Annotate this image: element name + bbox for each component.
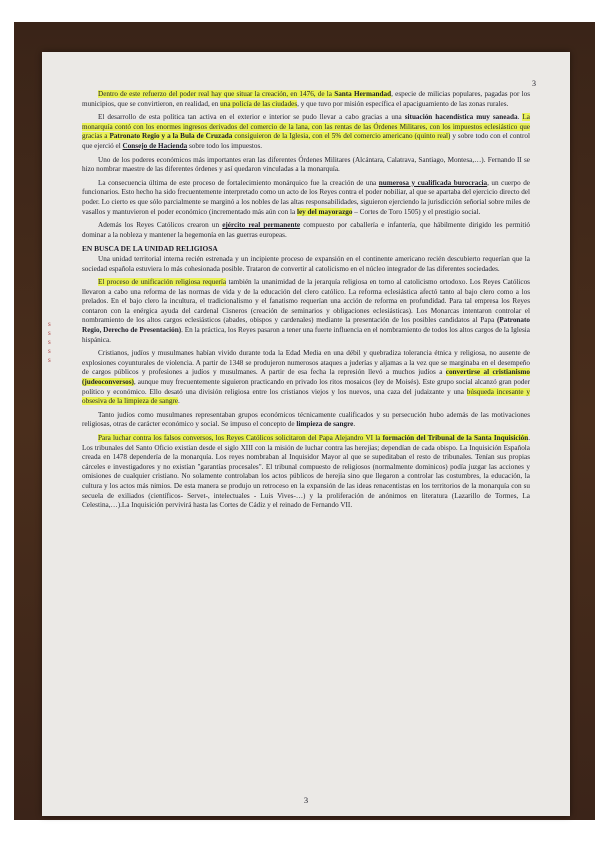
paragraph [82, 156, 530, 175]
paragraph-text: , especie de milicias populares, pagadas por los municipios, que se convirtieron, en realidad, en [82, 90, 530, 108]
highlighted-text: Santa Hermandad [334, 90, 392, 98]
paragraph-text: también la unanimidad de la jerarquía religiosa en torno al catolicismo ortodoxo. Los Reyes Católicos llevaron a cabo una reforma de las normas de vida y de la educación del clero católico. La reforma eclesiástica afectó tanto al bajo clero como a los prelados. En el bajo clero la incultura, el tradicionalismo y el fanatismo requerían una acción de reforma en profundidad. Para tal empresa los Reyes contaron con la enérgica ayuda del cardenal Cisneros (creación de seminarios y obligaciones eclesiásticas). Los Monarcas intentaron controlar el nombramiento de los altos cargos eclesiásticos (abades, obispos y cardenales) mediante la presentación de los posibles candidatos al Papa [82, 278, 530, 325]
paragraph-text: ejército real permanente [222, 221, 301, 230]
page-number-bottom: 3 [303, 795, 309, 805]
paragraph [82, 221, 530, 240]
paragraph-text: compuesto por caballería e infantería, que hábilmente dirigido les permitió dominar a la nobleza y mantener la hegemonía en las guerras europeas. [82, 221, 530, 239]
paragraph-text: limpieza de sangre [296, 420, 354, 429]
highlighted-text: ley del mayorazgo [296, 207, 353, 216]
paragraph-text: sobre todo los impuestos. [187, 141, 263, 150]
highlighted-text: búsqueda incesante y obsesiva de la limpieza de sangre [82, 387, 530, 406]
paragraph-text: . [178, 397, 180, 406]
highlighted-text: Dentro de este refuerzo del poder real hay que situar la creación, en 1476, de la [98, 90, 335, 98]
section-heading: EN BUSCA DE LA UNIDAD RELIGIOSA [82, 244, 218, 254]
highlighted-text: Para luchar contra los falsos conversos, los Reyes Católicos solicitaron del Papa Alejandro VI la [98, 434, 383, 442]
paragraph-text: Tanto judíos como musulmanes representaban grupos económicos técnicamente cualificados y su persecución hubo además de las motivaciones religiosas, otras de carácter económico y social. Se impuso el concepto de [82, 410, 530, 429]
paragraph [82, 113, 530, 151]
document-page [42, 52, 570, 816]
paragraph-text: Consejo de Hacienda [122, 141, 188, 150]
highlighted-text: La monarquía contó con los enormes ingresos derivados del comercio de la lana, con las rentas de las Órdenes Militares, con los impuestos eclesiástico que gracias a [82, 113, 531, 141]
highlighted-text: Patronato Regio y a la Bula de Cruzada [109, 132, 233, 141]
page-number-top: 3 [532, 79, 536, 88]
paragraph-text: . Los tribunales del Santo Oficio existían desde el siglo XIII con la misión de luchar contra las herejías; dependían de cada obispo. La Inquisición Española creada en 1478 dependería de la monarquía. Los reyes nombraban al Inquisidor Mayor al que se supeditaban el resto de tribunales. Tenían sus propias cárceles e investigadores y no existían "garantías procesales". El tribunal compuesto de religiosos (normalmente dominicos) podía juzgar las acciones y omisiones de cualquier cristiano. No solamente controlaban los actos públicos de herejía sino que llegaron a controlar las costumbres, la educación, la cultura y los actos más nimios. De esta manera se produjo un retroceso en la expansión de las ideas renacentistas en los territorios de la monarquía con su secuela de exiliados (científicos- Servet-, intelectuales - Luis Vives-…) y la proliferación de anónimos en literatura (Lazarillo de Tormes, La Celestina,…).La Inquisición pervivirá hasta las Cortes de Cádiz y el reinado de Fernando VII. [82, 434, 530, 510]
paragraph-text: , un cuerpo de funcionarios. Esto hecho ha sido frecuentemente interpretado como un acto de los Reyes contra el poder nobiliar, al que se apartaba del ejercicio directo del poder. Lo cierto es que sólo parcialmente se marginó a los nobles de las altas responsabilidades, siguieron ejerciendo la jurisdicción señorial sobre miles de vasallos y mantuvieron el poder económico (incrementado más aún con la [82, 178, 531, 216]
paragraph [82, 179, 530, 217]
paragraph-text: Uno de los poderes económicos más importantes eran las diferentes Órdenes Militares (Alcántara, Calatrava, Santiago, Montesa,…). Fernando II se hizo nombrar maestre de las diferentes órdenes y así quedaron vinculadas a la monarquía. [82, 155, 530, 174]
paragraph-text: (Patronato Regio, Derecho de Presentación) [82, 316, 530, 335]
paragraph-text: . En la práctica, los Reyes pasaron a tener una fuerte influencia en el nombramiento de todos los altos cargos de la Iglesia hispánica. [82, 326, 530, 344]
paragraph-text: Cristianos, judíos y musulmanes habían vivido durante toda la Edad Media en una débil y quebradiza tolerancia étnica y religiosa, no ausente de explosiones coyunturales de violencia. A partir de 1348 se produjeron numerosos ataques a juderías y aljamas a la vez que se marginaba en el desempeño de cargos públicos y profesiones a judíos y musulmanes. A partir de esa fecha la represión llevó a muchos judíos a [82, 349, 530, 377]
highlighted-text: El proceso de unificación religiosa requería [98, 278, 227, 287]
paragraph [82, 278, 530, 345]
paragraph [82, 434, 530, 511]
highlighted-text: convertirse al cristianismo (judeoconversos) [82, 368, 530, 387]
margin-mark: s [48, 320, 51, 328]
margin-mark: s [48, 338, 51, 346]
paragraph-text: . [353, 420, 356, 429]
paragraph [82, 255, 530, 274]
highlighted-text: formación del Tribunal de la Santa Inquisición [382, 434, 529, 442]
paragraphs-block-2 [82, 255, 530, 511]
paragraphs-block-1 [82, 90, 530, 240]
margin-marks [48, 320, 56, 365]
paragraph [82, 411, 530, 430]
paragraph [82, 90, 530, 109]
paragraph-text: La consecuencia última de este proceso de fortalecimiento monárquico fue la creación de una [98, 178, 379, 187]
paragraph-text: situación hacendística muy saneada [404, 113, 518, 122]
paragraph-text: , y que tuvo por misión específica el apaciguamiento de las zonas rurales. [297, 99, 509, 108]
highlighted-text: consiguieron de la Iglesia, con el 5% del comercio americano (quinto real) [232, 132, 451, 141]
margin-mark: s [48, 356, 51, 364]
paragraph-text: El desarrollo de esta política tan activa en el exterior e interior se pudo llevar a cabo gracias a una [98, 113, 405, 122]
paragraph-text: y sobre todo con el control que ejerció el [82, 132, 531, 150]
margin-mark: s [48, 347, 51, 355]
margin-mark: s [48, 329, 51, 337]
paragraph-text: Una unidad territorial interna recién estrenada y un incipiente proceso de expansión en el continente americano recién descubierto requerían que la sociedad española estuviera lo más cohesionada posible. Trataron de convertir al catolicismo en el núcleo integrador de las diferentes sociedades. [82, 254, 530, 273]
paragraph [82, 349, 530, 407]
paragraph-text: numerosa y cualificada burocracia [378, 178, 488, 187]
paragraph-text: – Cortes de Toro 1505) y el prestigio social. [352, 207, 481, 216]
highlighted-text: una policía de las ciudades [220, 99, 298, 108]
paragraph-text: . [517, 113, 523, 122]
paragraph-text: , aunque muy frecuentemente siguieron practicando en privado los ritos mosaicos (ley de Moisés). Este grupo social alcanzó gran poder político y económico. Ello desató una división religiosa entre los cristianos viejos y los nuevos, una caza del judaizante y una [82, 378, 530, 396]
paragraph-text: Además los Reyes Católicos crearon un [98, 221, 223, 230]
document-body [82, 90, 530, 515]
